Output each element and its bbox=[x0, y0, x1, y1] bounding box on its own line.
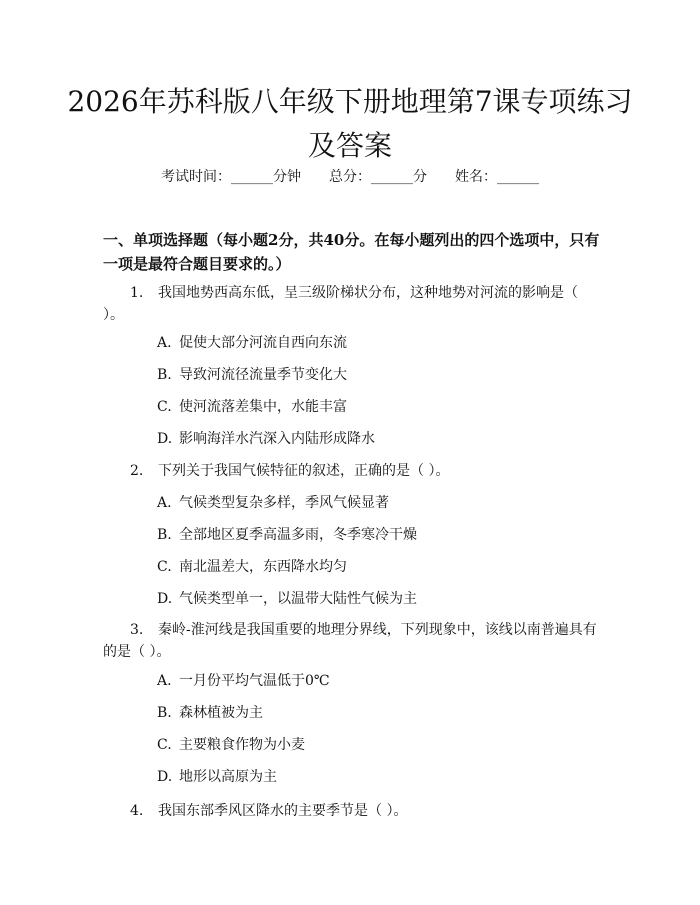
question-stem bbox=[103, 282, 603, 326]
question-number: 4. bbox=[130, 803, 144, 819]
option-item bbox=[157, 557, 597, 577]
option-text: 一月份平均气温低于0℃ bbox=[179, 673, 330, 689]
question-text: 下列关于我国气候特征的叙述，正确的是（ ）。 bbox=[158, 463, 450, 479]
option-text: 主要粮食作物为小麦 bbox=[179, 737, 305, 753]
option-text: 影响海洋水汽深入内陆形成降水 bbox=[179, 431, 375, 447]
option-text: 森林植被为主 bbox=[179, 705, 263, 721]
option-text: 南北温差大，东西降水均匀 bbox=[179, 559, 347, 575]
option-text: 气候类型单一，以温带大陆性气候为主 bbox=[179, 591, 417, 607]
option-letter: C. bbox=[157, 399, 172, 415]
option-item bbox=[157, 365, 597, 385]
option-item bbox=[157, 735, 597, 755]
option-letter: A. bbox=[157, 495, 172, 511]
question-stem bbox=[103, 460, 603, 482]
option-letter: C. bbox=[157, 559, 172, 575]
option-letter: A. bbox=[157, 335, 172, 351]
option-item bbox=[157, 703, 597, 723]
exam-time-field: 考试时间：______分钟 bbox=[161, 169, 301, 185]
question-number: 3. bbox=[130, 622, 144, 638]
option-letter: B. bbox=[157, 367, 172, 383]
option-letter: D. bbox=[157, 769, 173, 785]
option-text: 气候类型复杂多样，季风气候显著 bbox=[179, 495, 389, 511]
question-stem bbox=[103, 800, 603, 822]
question-text: 我国东部季风区降水的主要季节是（ ）。 bbox=[158, 803, 408, 819]
question-text: 我国地势西高东低，呈三级阶梯状分布，这种地势对河流的影响是（ ）。 bbox=[103, 285, 578, 323]
option-item bbox=[157, 493, 597, 513]
option-letter: B. bbox=[157, 705, 172, 721]
option-letter: B. bbox=[157, 527, 172, 543]
question-number: 1. bbox=[130, 285, 144, 301]
option-letter: D. bbox=[157, 431, 173, 447]
option-letter: D. bbox=[157, 591, 173, 607]
option-letter: A. bbox=[157, 673, 172, 689]
option-item bbox=[157, 589, 597, 609]
option-item bbox=[157, 767, 597, 787]
option-item bbox=[157, 525, 597, 545]
option-text: 地形以高原为主 bbox=[179, 769, 277, 785]
option-text: 使河流落差集中，水能丰富 bbox=[179, 399, 347, 415]
question-text: 秦岭-淮河线是我国重要的地理分界线，下列现象中，该线以南普遍具有的是（ ）。 bbox=[103, 622, 597, 660]
option-text: 促使大部分河流自西向东流 bbox=[179, 335, 347, 351]
document-title: 2026年苏科版八年级下册地理第7课专项练习及答案 bbox=[67, 85, 633, 162]
option-item bbox=[157, 333, 597, 353]
question-number: 2. bbox=[130, 463, 144, 479]
section-heading: 一、单项选择题（每小题2分，共40分。在每小题列出的四个选项中，只有一项是最符合题目要求的。） bbox=[103, 231, 600, 273]
question-stem bbox=[103, 619, 603, 663]
option-item bbox=[157, 429, 597, 449]
student-name-field: 姓名：______ bbox=[455, 169, 539, 185]
exam-info-line bbox=[0, 167, 700, 187]
option-item bbox=[157, 397, 597, 417]
option-letter: C. bbox=[157, 737, 172, 753]
total-score-field: 总分：______分 bbox=[329, 169, 427, 185]
option-item bbox=[157, 671, 597, 691]
option-text: 导致河流径流量季节变化大 bbox=[179, 367, 347, 383]
option-text: 全部地区夏季高温多雨，冬季寒冷干燥 bbox=[179, 527, 417, 543]
